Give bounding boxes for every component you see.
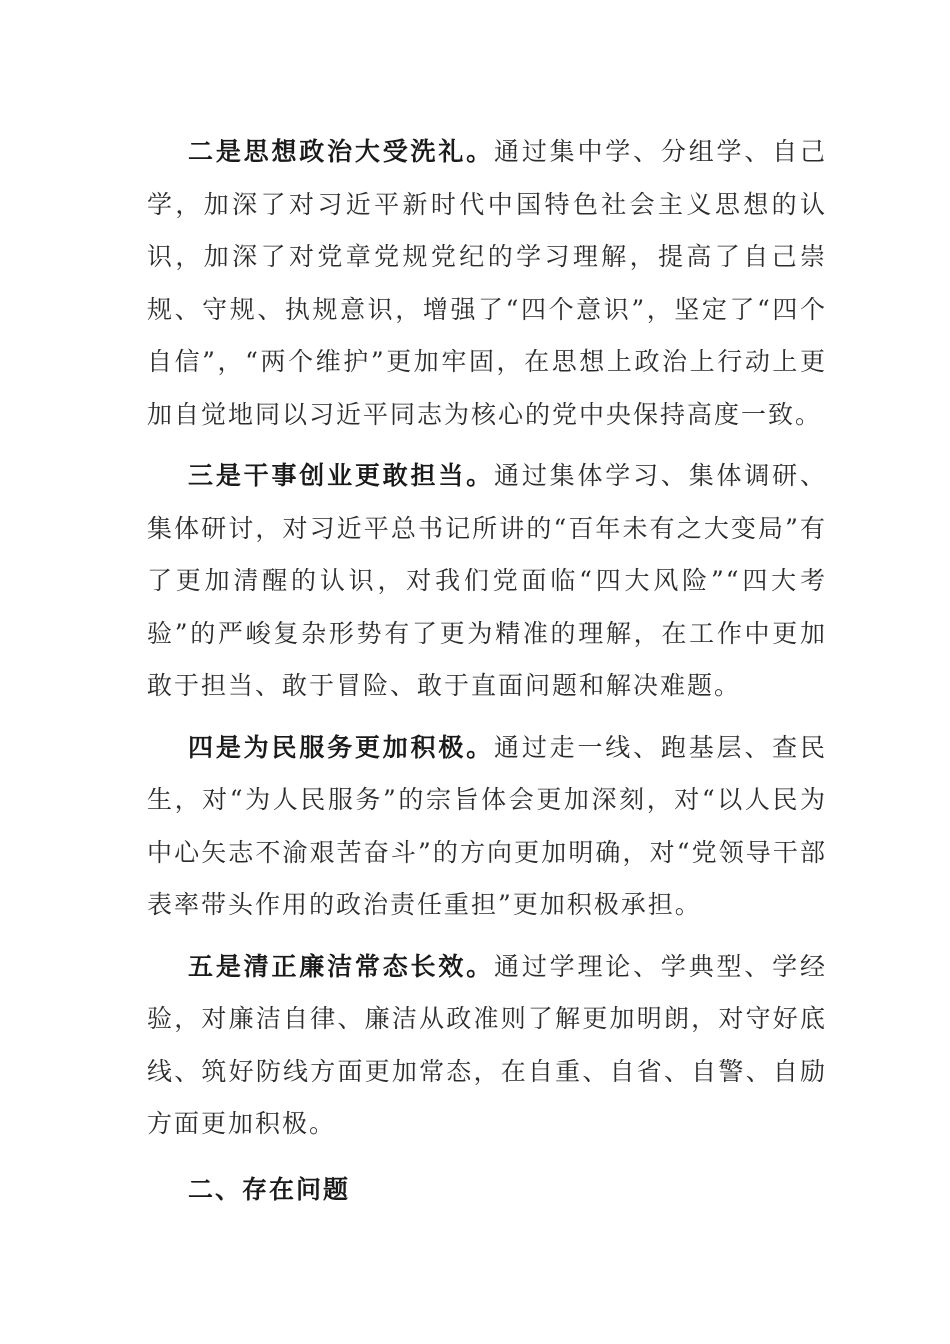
paragraph-body: 通过走一线、跑基层、查民生，对“为人民服务”的宗旨体会更加深刻，对“以人民为中心矢志不渝艰苦奋斗”的方向更加明确，对“党领导干部表率带头作用的政治责任重担”更加积极承担。 bbox=[147, 732, 827, 919]
paragraph-lead: 四是为民服务更加积极。 bbox=[188, 732, 494, 762]
paragraph-integrity bbox=[147, 941, 827, 1151]
paragraph-lead: 二是思想政治大受洗礼。 bbox=[188, 137, 494, 166]
paragraph-lead: 五是清正廉洁常态长效。 bbox=[188, 951, 494, 981]
paragraph-service bbox=[147, 722, 827, 932]
section-heading: 二、存在问题 bbox=[188, 1174, 351, 1204]
paragraph-responsibility bbox=[147, 450, 827, 713]
paragraph-ideology bbox=[147, 126, 827, 441]
paragraph-body: 通过集中学、分组学、自己学，加深了对习近平新时代中国特色社会主义思想的认识，加深了对党章党规党纪的学习理解，提高了自己崇规、守规、执规意识，增强了“四个意识”，坚定了“四个自信”，“两个维护”更加牢固，在思想上政治上行动上更加自觉地同以习近平同志为核心的党中央保持高度一致。 bbox=[147, 137, 827, 429]
document-body bbox=[147, 126, 827, 1216]
paragraph-body: 通过集体学习、集体调研、集体研讨，对习近平总书记所讲的“百年未有之大变局”有了更加清醒的认识，对我们党面临“四大风险”“四大考验”的严峻复杂形势有了更为精准的理解，在工作中更加敢于担当、敢于冒险、敢于直面问题和解决难题。 bbox=[147, 461, 827, 700]
paragraph-body: 通过学理论、学典型、学经验，对廉洁自律、廉洁从政准则了解更加明朗，对守好底线、筑好防线方面更加常态，在自重、自省、自警、自励方面更加积极。 bbox=[147, 951, 827, 1138]
paragraph-lead: 三是干事创业更敢担当。 bbox=[188, 461, 494, 490]
